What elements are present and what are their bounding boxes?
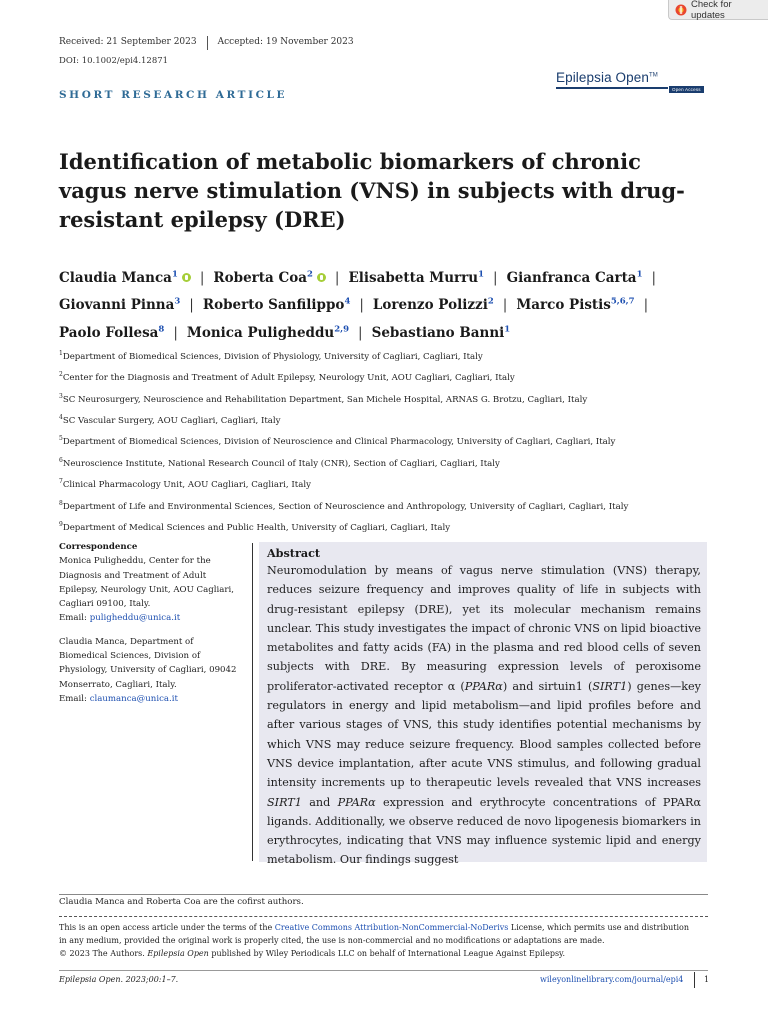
affiliation-item: $^3$SC Neurosurgery, Neuroscience and Rehabilitation Department, San Michele Hospital, ARNAS G. Brotzu, Cagliari, Italy xyxy=(59,392,588,405)
affiliation-item: $^9$Department of Medical Sciences and Public Health, University of Cagliari, Cagliari, Italy xyxy=(59,520,451,533)
author-separator: | xyxy=(334,269,340,286)
correspondence-heading: Correspondence xyxy=(59,542,138,552)
crossmark-icon xyxy=(675,4,687,16)
author-separator: | xyxy=(189,297,194,313)
author-separator: | xyxy=(502,297,508,313)
cofirst-note: Claudia Manca and Roberta Coa are the cofirst authors. xyxy=(59,897,304,907)
footer-separator xyxy=(694,972,695,988)
footnote-divider xyxy=(59,894,708,895)
author-affiliation-ref[interactable]: 2 xyxy=(487,296,494,307)
check-for-updates-button[interactable] xyxy=(668,0,768,20)
author[interactable]: Lorenzo Polizzi$^2$ xyxy=(372,296,494,313)
article-title: Identification of metabolic biomarkers of chronic vagus nerve stimulation (VNS) in subjects with drug-resistant epilepsy (DRE) xyxy=(59,149,685,232)
author-separator: | xyxy=(199,269,205,286)
email-link[interactable]: claumanca@unica.it xyxy=(89,693,178,704)
correspondence xyxy=(59,540,244,706)
open-access-badge: Open Access xyxy=(669,86,704,93)
article-type: SHORT RESEARCH ARTICLE xyxy=(59,89,288,101)
author-affiliation-ref[interactable]: 2,9 xyxy=(334,324,350,334)
journal-name xyxy=(556,70,706,85)
author-separator: | xyxy=(651,269,657,286)
affiliation-list xyxy=(59,345,739,537)
date-separator xyxy=(207,36,208,50)
author-separator: | xyxy=(493,269,498,286)
author[interactable]: Paolo Follesa$^8$ xyxy=(59,324,165,341)
journal-url-link[interactable]: wileyonlinelibrary.com/journal/epi4 xyxy=(540,975,684,984)
affiliation-item: $^2$Center for the Diagnosis and Treatment of Adult Epilepsy, Neurology Unit, AOU Cagliari, Cagliari, Italy xyxy=(59,371,515,384)
author-affiliation-ref[interactable]: 8 xyxy=(158,324,165,334)
column-divider xyxy=(252,543,253,861)
abstract-text: Neuromodulation by means of vagus nerve stimulation (VNS) therapy, reduces seizure frequency and improves quality of life in subjects with drug-resistant epilepsy (DRE), yet its molecular mechanism remains unclear. This study investigates the impact of chronic VNS on lipid bioactive metabolites and fatty acids (FA) in the plasma and red blood cells of seven subjects with DRE. By measuring expression levels of peroxisome proliferator-activated receptor α (PPARα) and sirtuin1 (SIRT1) genes—key regulators in energy and lipid metabolism—and lipid profiles before and after various stages of VNS, this study identifies potential mechanisms by which VNS may reduce seizure frequency. Blood samples collected before VNS device implantation, after acute VNS stimulus, and following gradual intensity increments up to therapeutic levels revealed that VNS increases SIRT1 and PPARα expression and erythrocyte concentrations of PPARα ligands. Additionally, we observe reduced de novo lipogenesis biomarkers in erythrocytes, indicating that VNS may influence systemic lipid and energy metabolism. Our findings suggest xyxy=(267,564,702,867)
author-separator: | xyxy=(173,324,178,341)
author-affiliation-ref[interactable]: 1 xyxy=(478,269,485,279)
license-note: This is an open access article under the terms of the Creative Commons Attribution-NonCommercial-NoDerivs License, which permits use and distribution in any medium, provided the original work is properly cited, the use is non-commercial and no modifications or adaptations are made. © 2023 The Authors. Epilepsia Open published by Wiley Periodicals LLC on behalf of International League Against Epilepsy. xyxy=(59,923,690,958)
affiliation-item: $^5$Department of Biomedical Sciences, Division of Neuroscience and Clinical Pharmacology, University of Cagliari, Cagliari, Italy xyxy=(59,435,616,448)
author-affiliation-ref[interactable]: 1 xyxy=(636,269,643,279)
author-affiliation-ref[interactable]: 1 xyxy=(171,269,178,279)
orcid-icon[interactable] xyxy=(317,273,326,282)
author[interactable]: Giovanni Pinna$^3$ xyxy=(59,296,181,313)
accepted-date: Accepted: 19 November 2023 xyxy=(217,37,354,47)
journal-name-main: Epilepsia xyxy=(556,70,612,85)
abstract-heading: Abstract xyxy=(267,546,321,560)
check-for-updates-label: Check for updates xyxy=(690,0,732,21)
author-affiliation-ref[interactable]: 1 xyxy=(504,324,511,334)
license-link[interactable]: Creative Commons Attribution-NonCommercial-NoDerivs xyxy=(274,923,509,932)
affiliation-item: $^8$Department of Life and Environmental Sciences, Section of Neuroscience and Anthropology, University of Cagliari, Cagliari, Italy xyxy=(59,499,629,512)
author[interactable]: Gianfranca Carta$^1$ xyxy=(506,269,643,286)
author[interactable]: Roberto Sanfilippo$^4$ xyxy=(202,296,351,313)
author-separator: | xyxy=(359,297,364,313)
journal-underline xyxy=(556,87,668,89)
received-date: Received: 21 September 2023 xyxy=(59,37,197,47)
author[interactable]: Monica Puligheddu$^{2,9}$ xyxy=(186,324,350,341)
correspondence-address-2: Claudia Manca, Department of Biomedical Sciences, Division of Physiology, University of Cagliari, 09042 Monserrato, Cagliari, Italy. Email: claumanca@unica.it xyxy=(59,636,237,704)
journal-logo xyxy=(556,70,706,92)
author-affiliation-ref[interactable]: 2 xyxy=(306,269,313,279)
affiliation-item: $^6$Neuroscience Institute, National Research Council of Italy (CNR), Section of Cagliari, Cagliari, Italy xyxy=(59,456,500,469)
author[interactable]: Sebastiano Banni$^1$ xyxy=(371,324,511,341)
article-dates xyxy=(59,37,354,51)
correspondence-address-1: Monica Puligheddu, Center for the Diagnosis and Treatment of Adult Epilepsy, Neurology Unit, AOU Cagliari, Cagliari 09100, Italy. Email: puligheddu@unica.it xyxy=(59,556,234,624)
affiliation-item: $^7$Clinical Pharmacology Unit, AOU Cagliari, Cagliari, Italy xyxy=(59,478,311,491)
email-link[interactable]: puligheddu@unica.it xyxy=(89,613,181,624)
journal-trademark: TM xyxy=(648,72,658,79)
dotted-divider xyxy=(59,916,708,917)
author-separator: | xyxy=(643,297,649,313)
page-number: 1 xyxy=(704,975,710,984)
abstract-box xyxy=(259,542,707,867)
affiliation-item: $^4$SC Vascular Surgery, AOU Cagliari, Cagliari, Italy xyxy=(59,414,281,426)
doi[interactable]: DOI: 10.1002/epi4.12871 xyxy=(59,56,169,66)
author-separator: | xyxy=(358,324,363,341)
journal-name-open: Open xyxy=(615,70,649,85)
affiliation-item: $^1$Department of Biomedical Sciences, Division of Physiology, University of Cagliari, Cagliari, Italy xyxy=(59,350,483,362)
author[interactable]: Claudia Manca$^1$ xyxy=(59,270,191,286)
author-affiliation-ref[interactable]: 5,6,7 xyxy=(610,296,635,307)
author[interactable]: Roberta Coa$^2$ xyxy=(213,270,325,286)
footer-divider xyxy=(59,970,708,971)
author-affiliation-ref[interactable]: 4 xyxy=(344,296,351,307)
author[interactable]: Elisabetta Murru$^1$ xyxy=(348,269,485,286)
footer-citation: Epilepsia Open. 2023;00:1–7. xyxy=(59,975,179,984)
author-list xyxy=(59,262,719,345)
author[interactable]: Marco Pistis$^{5,6,7}$ xyxy=(516,296,635,313)
orcid-icon[interactable] xyxy=(182,273,191,282)
author-affiliation-ref[interactable]: 3 xyxy=(174,296,181,307)
